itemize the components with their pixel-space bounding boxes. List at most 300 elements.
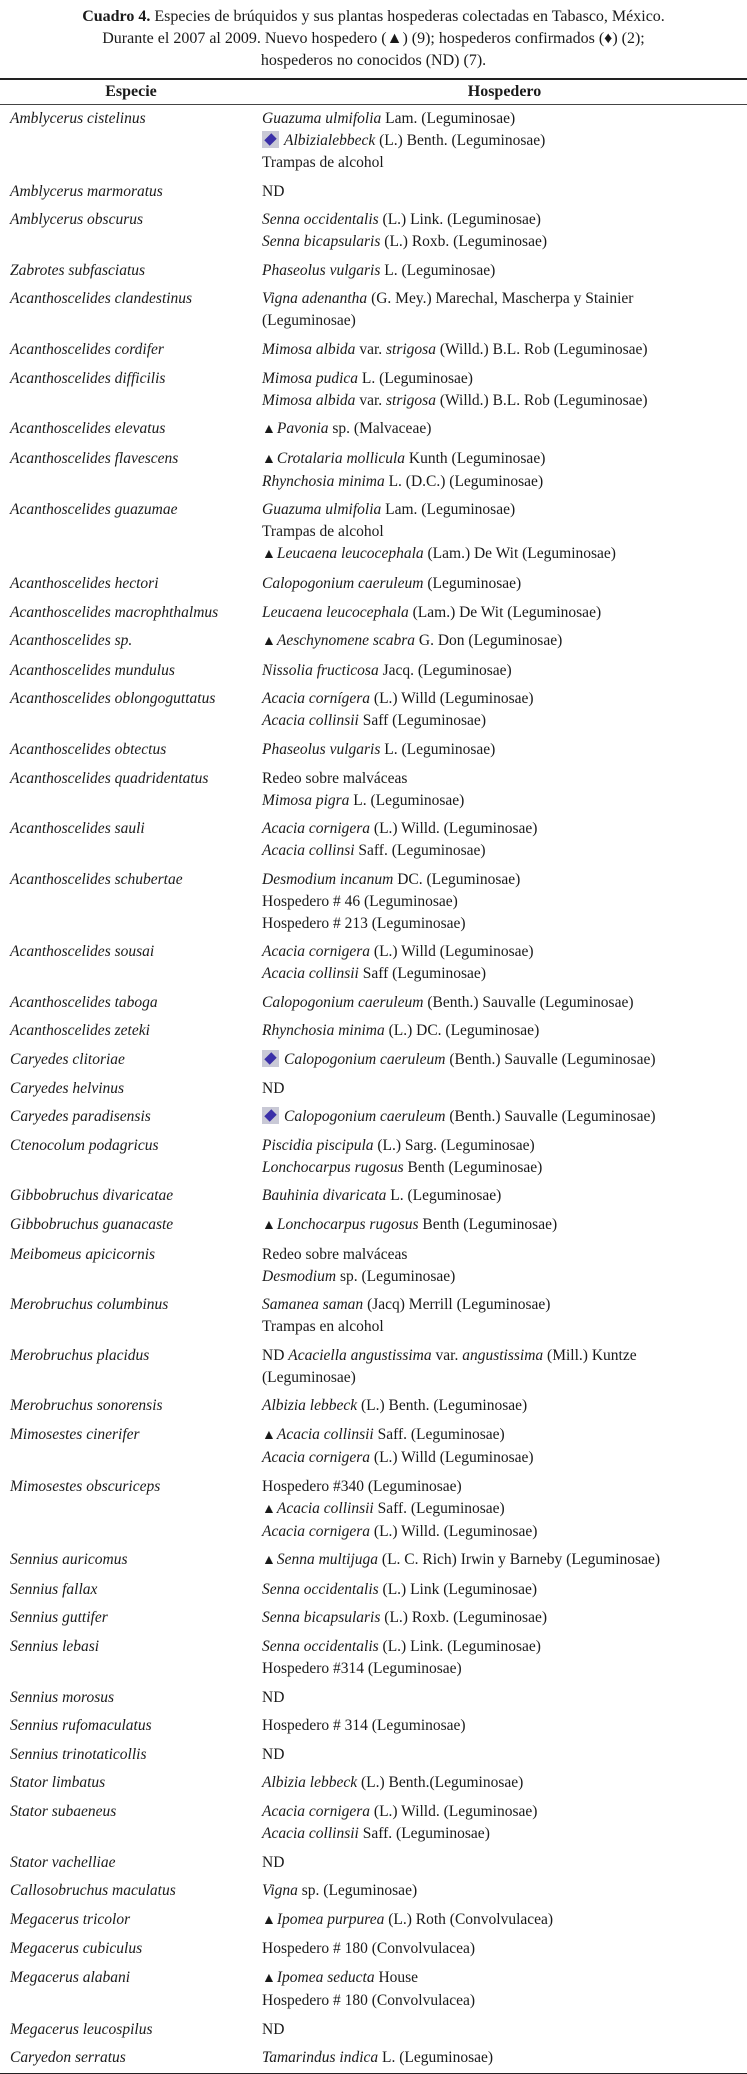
table-row	[0, 1906, 747, 1936]
new-host-triangle-icon: ▲	[262, 451, 276, 467]
species-name: Gibbobruchus divaricatae	[10, 1187, 174, 1205]
host-cell	[262, 573, 747, 595]
host-scientific-name: Guazuma ulmifolia	[262, 501, 382, 519]
host-line	[262, 418, 747, 441]
table-row	[0, 1877, 747, 1906]
host-cell	[262, 1424, 747, 1469]
host-text: var.	[431, 1346, 463, 1364]
host-scientific-name: Piscidia piscipula	[262, 1136, 374, 1154]
host-line	[262, 1607, 747, 1629]
host-text: L. (Leguminosae)	[349, 791, 465, 809]
host-scientific-name: Acacia collinsii	[276, 1499, 374, 1517]
host-line	[262, 1395, 747, 1417]
table-row	[0, 1291, 747, 1342]
host-cell	[262, 1549, 747, 1572]
host-line	[262, 1020, 747, 1042]
caption-line-3: hospederos no conocidos (ND) (7).	[260, 52, 487, 69]
host-cell	[262, 1967, 747, 2012]
host-text: Jacq. (Leguminosae)	[378, 661, 512, 679]
new-host-triangle-icon: ▲	[262, 634, 276, 650]
host-scientific-name: Acacia collinsi	[262, 842, 355, 860]
host-text: Trampas de alcohol	[262, 154, 384, 171]
species-name: Acanthoscelides flavescens	[10, 449, 179, 467]
host-cell	[262, 992, 747, 1014]
host-scientific-name: Crotalaria mollicula	[276, 449, 406, 467]
new-host-triangle-icon: ▲	[262, 1553, 276, 1569]
species-name: Megacerus leucospilus	[10, 2020, 153, 2038]
host-cell	[262, 1579, 747, 1601]
table-row	[0, 285, 747, 336]
host-cell	[262, 418, 747, 441]
table-row	[0, 989, 747, 1018]
host-line	[262, 1880, 747, 1902]
host-text: Hospedero # 314 (Leguminosae)	[262, 1717, 466, 1735]
host-scientific-name: Senna occidentalis	[262, 1580, 379, 1598]
species-name: Amblycerus cistelinus	[10, 110, 146, 127]
host-text: (L.) Willd (Leguminosae)	[370, 943, 534, 961]
species-name: Meibomeus apicicornis	[10, 1245, 156, 1263]
table-row	[0, 1964, 747, 2016]
host-line	[262, 1772, 747, 1794]
host-cell	[262, 1852, 747, 1874]
host-text: (Jacq) Merrill (Leguminosae)	[363, 1296, 551, 1314]
species-name: Acanthoscelides zeteki	[10, 1022, 150, 1040]
host-text: (L.) Sarg. (Leguminosae)	[373, 1136, 535, 1154]
host-text: (Lam.) De Wit (Leguminosae)	[408, 603, 602, 621]
host-scientific-name: strigosa	[386, 340, 436, 358]
host-text: Saff (Leguminosae)	[358, 712, 486, 730]
host-text: ND	[262, 1346, 289, 1364]
species-name: Sennius fallax	[10, 1580, 98, 1598]
table-row	[0, 105, 747, 178]
host-text: (L.) Roxb. (Leguminosae)	[380, 233, 547, 251]
host-text: L. (Leguminosae)	[386, 1187, 502, 1205]
species-name: Acanthoscelides difficilis	[10, 369, 166, 387]
host-text: (Willd.) B.L. Rob (Leguminosae)	[435, 391, 648, 409]
host-cell	[262, 339, 747, 361]
table-row	[0, 1576, 747, 1605]
host-scientific-name: Pavonia	[276, 420, 329, 438]
species-name: Acanthoscelides hectori	[10, 574, 159, 592]
table-row	[0, 365, 747, 416]
host-line	[262, 1345, 747, 1367]
species-name: Zabrotes subfasciatus	[10, 261, 146, 279]
host-text: Lam. (Leguminosae)	[381, 110, 516, 127]
host-cell	[262, 660, 747, 682]
host-scientific-name: Albizialebbeck	[284, 132, 376, 149]
host-scientific-name: Acacia collinsii	[262, 1824, 359, 1842]
host-text: Trampas en alcohol	[262, 1318, 384, 1336]
host-scientific-name: Leucaena leucocephala	[262, 603, 409, 621]
host-text: ND	[262, 1688, 285, 1706]
host-scientific-name: Senna occidentalis	[262, 1637, 379, 1655]
species-name: Caryedes clitoriae	[10, 1051, 125, 1069]
table-header	[0, 80, 747, 104]
host-cell	[262, 1345, 747, 1389]
species-name: Caryedes paradisensis	[10, 1108, 151, 1126]
table-row	[0, 1712, 747, 1741]
host-text: Redeo sobre malváceas	[262, 1245, 408, 1263]
host-scientific-name: Phaseolus vulgaris	[262, 261, 381, 279]
table-row	[0, 1211, 747, 1241]
host-line	[262, 448, 747, 471]
species-name: Megacerus alabani	[10, 1968, 131, 1986]
host-cell	[262, 499, 747, 566]
host-scientific-name: Acaciella angustissima	[288, 1346, 432, 1364]
host-text: sp. (Malvaceae)	[328, 420, 432, 438]
table-row	[0, 599, 747, 628]
host-text: Kunth (Leguminosae)	[405, 449, 546, 467]
host-line	[262, 963, 747, 985]
host-scientific-name: Acacia collinsii	[262, 965, 359, 983]
host-text: (L.) Roth (Convolvulacea)	[384, 1910, 554, 1928]
host-scientific-name: strigosa	[386, 391, 436, 409]
host-text: (L.) Link. (Leguminosae)	[378, 1637, 541, 1655]
host-cell	[262, 260, 747, 282]
header-host: Hospedero	[467, 83, 542, 100]
host-cell	[262, 1880, 747, 1902]
host-scientific-name: Vigna	[262, 1882, 298, 1900]
host-line	[262, 339, 747, 361]
host-line	[262, 1521, 747, 1543]
host-text: ND	[262, 182, 285, 200]
host-text: Hospedero # 46 (Leguminosae)	[262, 892, 458, 910]
host-text: Hospedero # 180 (Convolvulacea)	[262, 1991, 476, 2009]
host-text: House	[374, 1968, 419, 1986]
species-name: Sennius rufomaculatus	[10, 1717, 152, 1735]
host-line	[262, 1636, 747, 1658]
table-caption	[0, 0, 747, 72]
species-name: Acanthoscelides oblongoguttatus	[10, 690, 216, 708]
table-row	[0, 257, 747, 286]
host-cell	[262, 602, 747, 624]
species-host-table	[0, 78, 747, 2074]
species-name: Acanthoscelides cordifer	[10, 340, 164, 358]
host-line	[262, 2047, 747, 2069]
host-scientific-name: Ipomea purpurea	[276, 1910, 385, 1928]
table-row	[0, 866, 747, 939]
species-name: Ctenocolum podagricus	[10, 1136, 159, 1154]
host-scientific-name: Lonchocarpus rugosus	[276, 1216, 419, 1234]
host-text: (L.) Benth.(Leguminosae)	[357, 1774, 524, 1792]
host-line	[262, 818, 747, 840]
host-cell	[262, 1715, 747, 1737]
host-text: Benth (Leguminosae)	[403, 1158, 543, 1176]
host-cell	[262, 448, 747, 493]
host-text: Benth (Leguminosae)	[418, 1216, 558, 1234]
host-scientific-name: Vigna adenantha	[262, 290, 368, 308]
host-cell	[262, 288, 747, 332]
host-line	[262, 573, 747, 595]
host-cell	[262, 1395, 747, 1417]
species-name: Stator limbatus	[10, 1774, 106, 1792]
host-line	[262, 1214, 747, 1237]
host-text: Saff (Leguminosae)	[358, 965, 486, 983]
table-row	[0, 570, 747, 599]
host-text: Saff. (Leguminosae)	[354, 842, 486, 860]
new-host-triangle-icon: ▲	[262, 1218, 276, 1234]
new-host-triangle-icon: ▲	[262, 1970, 276, 1986]
host-scientific-name: Albizia lebbeck	[262, 1774, 358, 1792]
table-row	[0, 2044, 747, 2073]
confirmed-host-diamond-icon	[262, 1107, 279, 1124]
host-scientific-name: Mimosa albida	[262, 391, 356, 409]
table-row	[0, 1046, 747, 1075]
host-scientific-name: Acacia collinsii	[276, 1426, 374, 1443]
table-row	[0, 1741, 747, 1770]
host-text: Saff. (Leguminosae)	[373, 1426, 505, 1443]
species-name: Megacerus tricolor	[10, 1910, 131, 1928]
host-scientific-name: Acacia cornígera	[262, 690, 371, 708]
host-text: sp. (Leguminosae)	[297, 1882, 418, 1900]
table-row	[0, 938, 747, 989]
host-line	[262, 209, 747, 231]
species-name: Stator vachelliae	[10, 1853, 116, 1871]
host-scientific-name: Rhynchosia minima	[262, 1022, 385, 1040]
host-cell	[262, 1106, 747, 1128]
table-row	[0, 1421, 747, 1473]
host-cell	[262, 1294, 747, 1338]
host-text: ND	[262, 1853, 285, 1871]
caption-line-1	[0, 6, 747, 28]
host-cell	[262, 630, 747, 653]
host-text: L. (Leguminosae)	[380, 740, 496, 758]
host-text: Saff. (Leguminosae)	[373, 1499, 505, 1517]
host-scientific-name: Samanea saman	[262, 1296, 364, 1314]
host-cell	[262, 1020, 747, 1042]
host-text: L. (Leguminosae)	[380, 261, 496, 279]
confirmed-host-diamond-icon	[262, 1050, 279, 1067]
host-line	[262, 1367, 747, 1389]
host-line	[262, 660, 747, 682]
table-row	[0, 496, 747, 570]
host-line	[262, 630, 747, 653]
host-line	[262, 231, 747, 253]
table-row	[0, 2016, 747, 2045]
host-line	[262, 1549, 747, 1572]
host-cell	[262, 1607, 747, 1629]
host-line	[262, 602, 747, 624]
host-text: (Mill.) Kuntze	[543, 1346, 637, 1364]
host-line	[262, 840, 747, 862]
host-cell	[262, 1687, 747, 1709]
species-name: Callosobruchus maculatus	[10, 1882, 176, 1900]
host-line	[262, 368, 747, 390]
host-cell	[262, 739, 747, 761]
table-row	[0, 336, 747, 365]
host-cell	[262, 108, 747, 174]
host-text: Lam. (Leguminosae)	[381, 501, 516, 519]
host-line	[262, 891, 747, 913]
table-row	[0, 1684, 747, 1713]
host-line	[262, 1316, 747, 1338]
host-cell	[262, 1476, 747, 1543]
host-text: (L.) Willd. (Leguminosae)	[370, 820, 538, 838]
host-text: (L. C. Rich) Irwin y Barneby (Leguminosae)	[378, 1551, 660, 1569]
host-scientific-name: Guazuma ulmifolia	[262, 110, 382, 127]
species-name: Amblycerus obscurus	[10, 211, 144, 229]
host-cell	[262, 1078, 747, 1100]
host-line	[262, 1294, 747, 1316]
host-scientific-name: Acacia cornigera	[262, 1449, 371, 1466]
host-line	[262, 471, 747, 493]
host-cell	[262, 1244, 747, 1288]
host-line	[262, 181, 747, 203]
species-name: Acanthoscelides sousai	[10, 943, 155, 961]
host-text: L. (Leguminosae)	[358, 369, 473, 387]
host-scientific-name: Acacia cornigera	[262, 1802, 371, 1820]
host-cell	[262, 818, 747, 862]
host-line	[262, 1990, 747, 2012]
host-text: L. (D.C.) (Leguminosae)	[384, 472, 544, 490]
table-row	[0, 1633, 747, 1684]
table-row	[0, 1342, 747, 1393]
host-line	[262, 710, 747, 732]
host-scientific-name: Acacia cornigera	[262, 820, 371, 838]
host-text: sp. (Leguminosae)	[336, 1267, 456, 1285]
species-name: Acanthoscelides guazumae	[10, 501, 178, 519]
host-text: Redeo sobre malváceas	[262, 769, 408, 787]
host-text: var.	[355, 340, 386, 358]
table-row	[0, 685, 747, 736]
table-row	[0, 1392, 747, 1421]
host-cell	[262, 1744, 747, 1766]
host-scientific-name: Senna occidentalis	[262, 211, 379, 229]
table-row	[0, 1473, 747, 1547]
new-host-triangle-icon: ▲	[262, 1428, 276, 1443]
host-scientific-name: Acacia cornigera	[262, 943, 371, 961]
host-scientific-name: Mimosa pigra	[262, 791, 350, 809]
table-row	[0, 206, 747, 257]
species-name: Acanthoscelides quadridentatus	[10, 769, 209, 787]
host-cell	[262, 1049, 747, 1071]
host-cell	[262, 1909, 747, 1932]
species-name: Sennius guttifer	[10, 1609, 108, 1627]
host-cell	[262, 181, 747, 203]
host-line	[262, 521, 747, 543]
host-text: (L.) Willd (Leguminosae)	[370, 1449, 534, 1466]
host-line	[262, 1801, 747, 1823]
species-name: Sennius auricomus	[10, 1551, 128, 1569]
table-row	[0, 1182, 747, 1211]
host-line	[262, 1244, 747, 1266]
host-text: (Benth.) Sauvalle (Leguminosae)	[445, 1051, 656, 1069]
host-scientific-name: Calopogonium caeruleum	[284, 1051, 446, 1069]
host-line	[262, 499, 747, 521]
table-row	[0, 178, 747, 207]
species-name: Sennius morosus	[10, 1688, 115, 1706]
species-name: Acanthoscelides taboga	[10, 993, 158, 1011]
host-line	[262, 688, 747, 710]
host-line	[262, 1498, 747, 1521]
host-line	[262, 1476, 747, 1498]
host-scientific-name: Bauhinia divaricata	[262, 1187, 387, 1205]
host-scientific-name: Acacia collinsii	[262, 712, 359, 730]
table-row	[0, 1769, 747, 1798]
species-name: Acanthoscelides schubertae	[10, 870, 183, 888]
host-text: Trampas de alcohol	[262, 523, 384, 541]
host-scientific-name: Senna multijuga	[276, 1551, 379, 1569]
species-name: Acanthoscelides macrophthalmus	[10, 603, 219, 621]
host-cell	[262, 869, 747, 935]
host-scientific-name: Rhynchosia minima	[262, 472, 385, 490]
host-cell	[262, 688, 747, 732]
host-text: L. (Leguminosae)	[378, 2049, 494, 2067]
host-line	[262, 1078, 747, 1100]
new-host-triangle-icon: ▲	[262, 422, 276, 438]
host-text: (L.) Link. (Leguminosae)	[378, 211, 541, 229]
host-text: G. Don (Leguminosae)	[415, 632, 563, 650]
host-cell	[262, 368, 747, 412]
host-text: ND	[262, 1745, 285, 1763]
host-text: (Leguminosae)	[262, 1368, 356, 1386]
table-row	[0, 1546, 747, 1576]
table-row	[0, 736, 747, 765]
host-text: ND	[262, 2020, 285, 2038]
species-name: Acanthoscelides mundulus	[10, 661, 175, 679]
table-row	[0, 815, 747, 866]
host-line	[262, 941, 747, 963]
species-name: Acanthoscelides sp.	[10, 632, 133, 650]
species-name: Merobruchus sonorensis	[10, 1397, 163, 1415]
species-name: Merobruchus placidus	[10, 1346, 150, 1364]
host-line	[262, 1266, 747, 1288]
table-row	[0, 1604, 747, 1633]
host-text: (Lam.) De Wit (Leguminosae)	[423, 545, 616, 563]
host-scientific-name: Senna bicapsularis	[262, 233, 381, 251]
host-text: Saff. (Leguminosae)	[358, 1824, 490, 1842]
table-row	[0, 1103, 747, 1132]
table-row	[0, 657, 747, 686]
host-text: (Leguminosae)	[423, 574, 522, 592]
host-line	[262, 1447, 747, 1469]
host-text: (Benth.) Sauvalle (Leguminosae)	[423, 993, 634, 1011]
host-text: (Willd.) B.L. Rob (Leguminosae)	[435, 340, 648, 358]
host-scientific-name: angustissima	[462, 1346, 544, 1364]
host-scientific-name: Ipomea seducta	[276, 1968, 375, 1986]
host-text: var.	[355, 391, 386, 409]
host-line	[262, 1967, 747, 1990]
host-text: (L.) Link (Leguminosae)	[378, 1580, 538, 1598]
host-scientific-name: Phaseolus vulgaris	[262, 740, 381, 758]
host-text: Hospedero # 213 (Leguminosae)	[262, 914, 466, 932]
host-text: Hospedero # 180 (Convolvulacea)	[262, 1940, 476, 1958]
host-text: (Leguminosae)	[262, 312, 356, 330]
table-row	[0, 1798, 747, 1849]
species-name: Mimosestes cinerifer	[10, 1426, 140, 1443]
species-name: Acanthoscelides elevatus	[10, 420, 166, 438]
host-cell	[262, 1801, 747, 1845]
host-line	[262, 1852, 747, 1874]
species-name: Sennius trinotaticollis	[10, 1745, 147, 1763]
host-line	[262, 152, 747, 174]
host-line	[262, 869, 747, 891]
host-line	[262, 768, 747, 790]
host-text: (L.) DC. (Leguminosae)	[384, 1022, 540, 1040]
host-scientific-name: Senna bicapsularis	[262, 1609, 381, 1627]
host-line	[262, 390, 747, 412]
table-row	[0, 445, 747, 497]
host-cell	[262, 1135, 747, 1179]
host-text: Hospedero #314 (Leguminosae)	[262, 1659, 462, 1677]
table-row	[0, 627, 747, 657]
species-name: Mimosestes obscuriceps	[10, 1477, 161, 1495]
host-line	[262, 288, 747, 310]
host-text: (Benth.) Sauvalle (Leguminosae)	[445, 1108, 656, 1126]
host-text: (L.) Willd (Leguminosae)	[370, 690, 534, 708]
host-scientific-name: Albizia lebbeck	[262, 1397, 358, 1415]
host-line	[262, 1909, 747, 1932]
